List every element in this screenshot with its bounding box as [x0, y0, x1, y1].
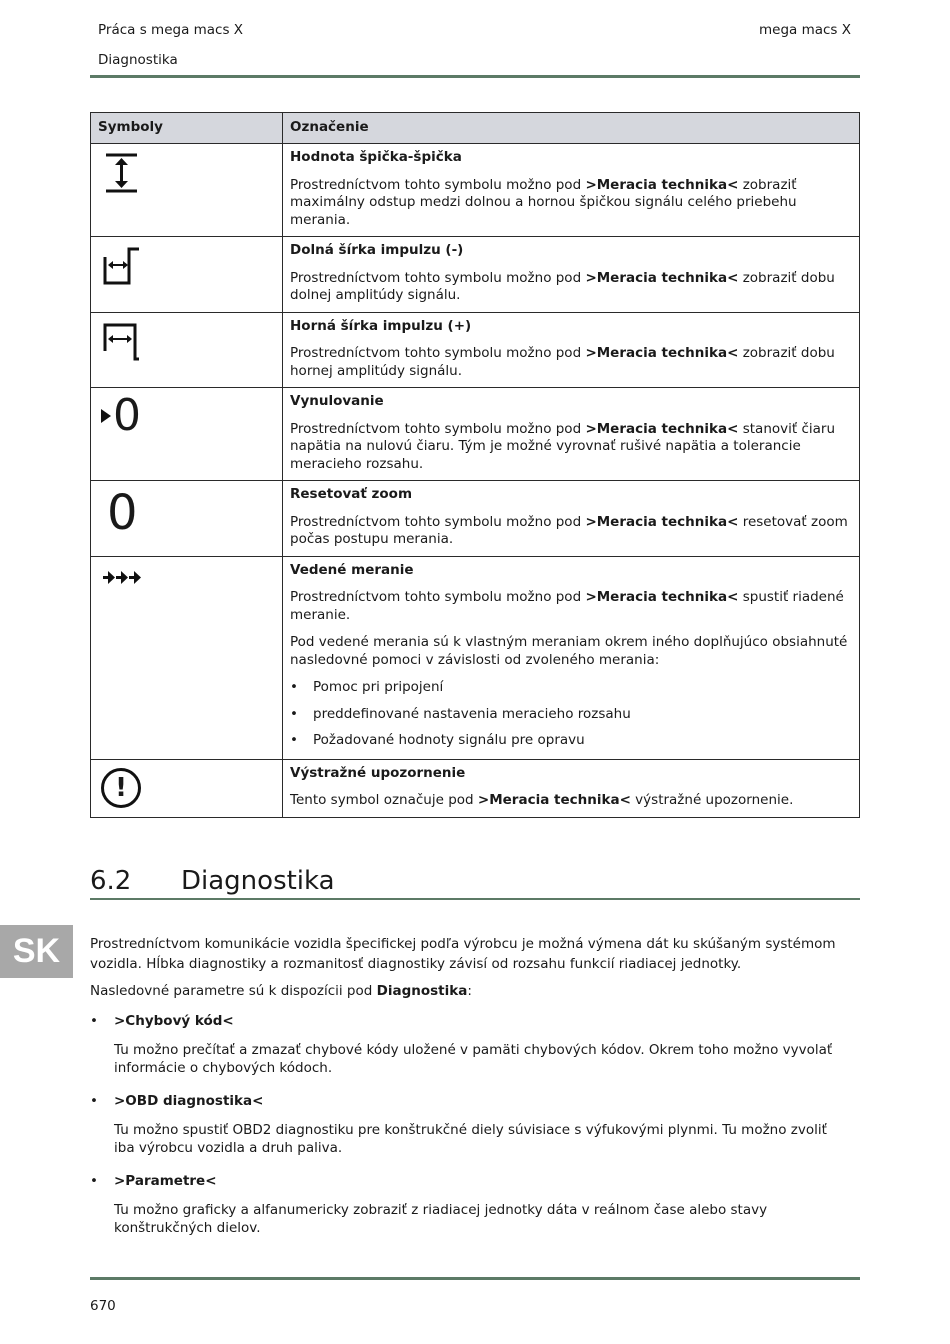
symbol-cell: [91, 556, 283, 759]
symbol-title: Horná šírka impulzu (+): [290, 317, 472, 334]
description-cell: [283, 312, 860, 388]
negative-pulse-width-icon: [101, 243, 143, 289]
list-item: [90, 1091, 865, 1157]
symbol-cell: [91, 312, 283, 388]
guided-measurement-icon: [101, 563, 145, 593]
symbol-description: Prostredníctvom tohto symbolu možno pod >Meracia technika< resetovať zoom počas postupu merania.: [290, 513, 848, 547]
table-row: [91, 556, 860, 759]
symbol-cell: [91, 759, 283, 817]
peak-to-peak-icon: [101, 150, 141, 196]
symbol-title: Dolná šírka impulzu (-): [290, 242, 464, 258]
header-rule: [90, 75, 860, 78]
list-item-title: • >Chybový kód<: [114, 1013, 234, 1029]
zero-offset-icon: 0: [101, 394, 147, 442]
symbol-description: Prostredníctvom tohto symbolu možno pod >Meracia technika< zobraziť dobu hornej amplitúdy signálu.: [290, 345, 835, 379]
description-cell: [283, 481, 860, 557]
symbol-cell: [91, 481, 283, 557]
list-item-title: • >Parametre<: [114, 1173, 217, 1189]
symbol-description: Prostredníctvom tohto symbolu možno pod >Meracia technika< stanoviť čiaru napätia na nulovú čiaru. Tým je možné vyrovnať rušivé napätia a tolerancie meracieho rozsahu.: [290, 420, 836, 472]
table-row: [91, 481, 860, 557]
list-item: [90, 1011, 865, 1077]
guided-help-list: [290, 679, 852, 750]
column-header-description: Označenie: [283, 113, 860, 144]
table-row: [91, 388, 860, 481]
list-item: • preddefinované nastavenia meracieho rozsahu: [290, 706, 852, 724]
description-cell: [283, 237, 860, 313]
header-chapter: Práca s mega macs X: [98, 22, 244, 38]
symbol-cell: [91, 144, 283, 237]
table-header-row: [91, 113, 860, 144]
table-row: [91, 312, 860, 388]
reset-zoom-icon: 0: [107, 485, 138, 541]
page-header-left: [98, 22, 243, 82]
footer-rule: [90, 1277, 860, 1280]
symbol-description: Tento symbol označuje pod >Meracia technika< výstražné upozornenie.: [290, 792, 794, 808]
symbol-cell: [91, 388, 283, 481]
symbol-title: Vedené meranie: [290, 561, 414, 578]
symbol-description: Prostredníctvom tohto symbolu možno pod >Meracia technika< zobraziť dobu dolnej amplitúdy signálu.: [290, 269, 835, 303]
symbol-title: Výstražné upozornenie: [290, 764, 466, 781]
header-section: Diagnostika: [98, 52, 178, 68]
warning-icon: !: [101, 768, 141, 808]
list-item-description: Tu možno spustiť OBD2 diagnostiku pre konštrukčné diely súvisiace s výfukovými plynmi. Tu možno zvoliť iba výrobcu vozidla a druh paliva.: [114, 1122, 827, 1156]
list-item-description: Tu možno prečítať a zmazať chybové kódy uložené v pamäti chybových kódov. Okrem toho možno vyvolať informácie o chybových kódoch.: [114, 1042, 833, 1076]
header-product: mega macs X: [758, 22, 851, 38]
list-item: [90, 1171, 865, 1237]
symbol-extra-description: Pod vedené merania sú k vlastným meraniam okrem iného doplňujúco obsiahnuté nasledovné pomoci v závislosti od zvoleného merania:: [290, 634, 848, 668]
list-item-title: • >OBD diagnostika<: [114, 1093, 264, 1109]
description-cell: [283, 556, 860, 759]
list-item: • Pomoc pri pripojení: [290, 679, 852, 697]
positive-pulse-width-icon: [101, 319, 143, 365]
table-row: [91, 237, 860, 313]
section-body: [90, 934, 865, 1251]
page-number: 670: [90, 1298, 116, 1314]
symbol-title: Vynulovanie: [290, 393, 384, 409]
list-item: • Požadované hodnoty signálu pre opravu: [290, 732, 852, 750]
symbols-table: [90, 112, 860, 818]
section-number: 6.2: [90, 866, 132, 896]
parameters-list: [90, 1011, 865, 1237]
description-cell: [283, 388, 860, 481]
symbol-description: Prostredníctvom tohto symbolu možno pod >Meracia technika< spustiť riadené meranie.: [290, 589, 844, 623]
section-title: Diagnostika: [181, 866, 335, 896]
list-item-description: Tu možno graficky a alfanumericky zobraziť z riadiacej jednotky dáta v reálnom čase alebo stavy konštrukčných dielov.: [114, 1202, 768, 1236]
symbol-description: Prostredníctvom tohto symbolu možno pod >Meracia technika< zobraziť maximálny odstup medzi dolnou a hornou špičkou signálu celého priebehu merania.: [290, 176, 797, 228]
symbol-cell: [91, 237, 283, 313]
table-row: [91, 144, 860, 237]
column-header-symbols: Symboly: [91, 113, 283, 144]
intro-paragraph: Prostredníctvom komunikácie vozidla špecifickej podľa výrobcu je možná výmena dát ku skúšaným systémom vozidla. Hĺbka diagnostiky a rozmanitosť diagnostiky závisí od rozsahu funkcií riadiacej jednotky.: [90, 936, 836, 972]
section-rule: [90, 898, 860, 900]
table-row: [91, 759, 860, 817]
parameters-intro: Nasledovné parametre sú k dispozícii pod Diagnostika:: [90, 983, 472, 999]
symbol-title: Resetovať zoom: [290, 486, 413, 502]
language-tab: SK: [0, 925, 73, 978]
description-cell: [283, 144, 860, 237]
description-cell: [283, 759, 860, 817]
symbol-title: Hodnota špička-špička: [290, 149, 462, 165]
